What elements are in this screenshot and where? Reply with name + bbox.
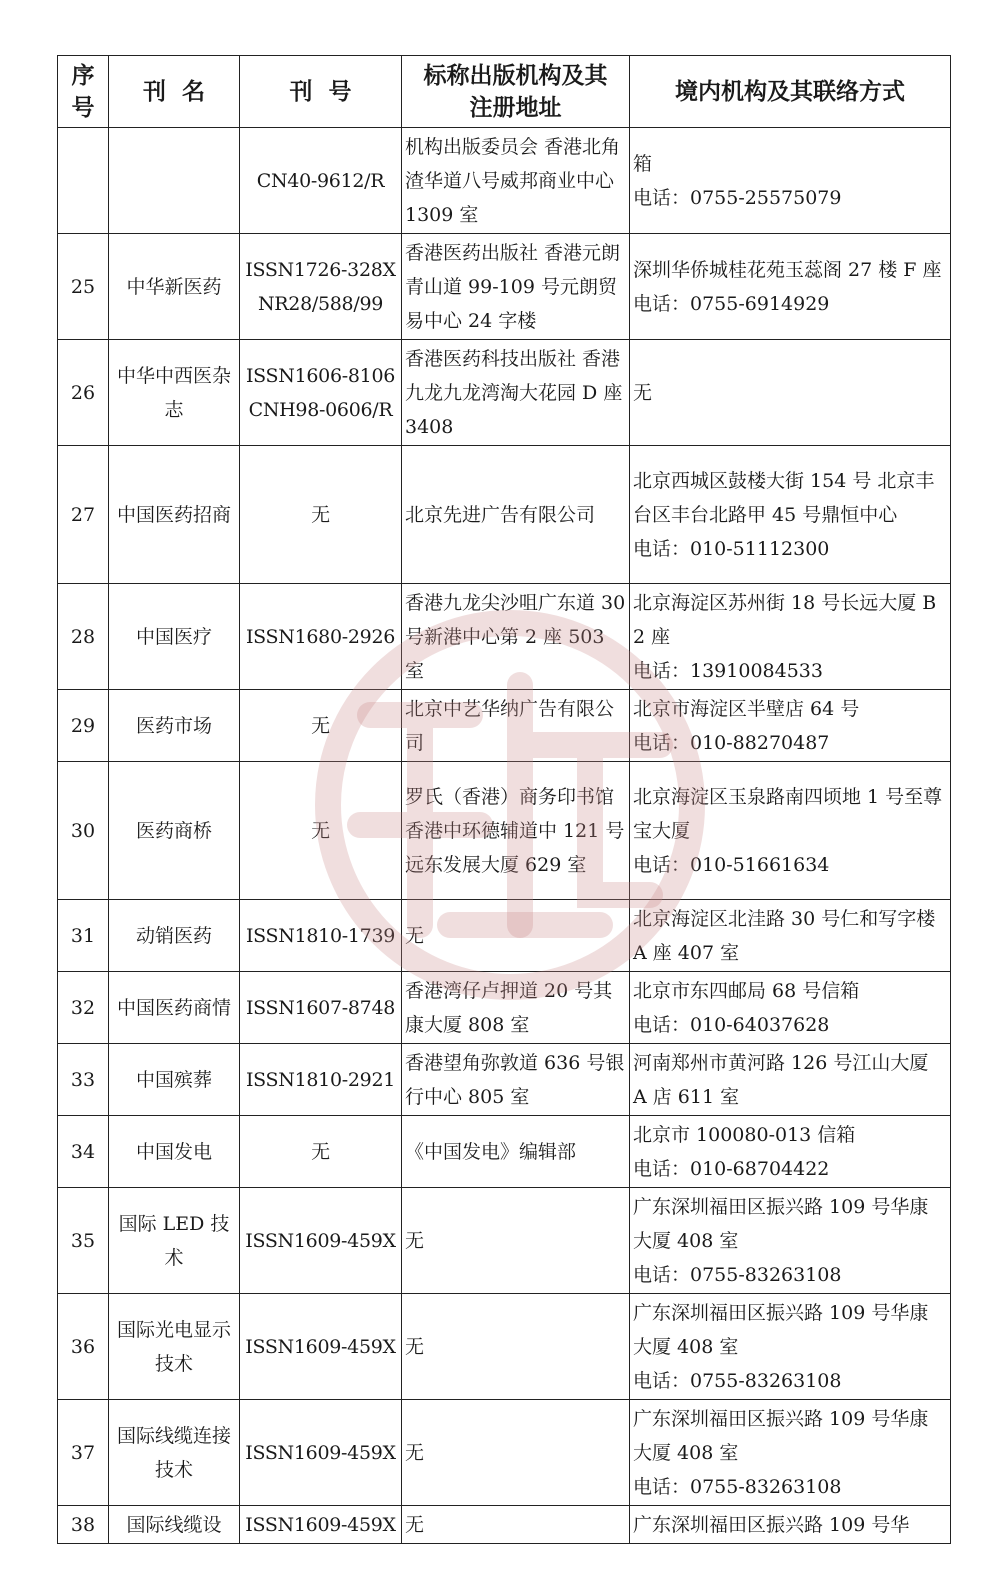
contact-line: 北京海淀区玉泉路南四顷地 1 号至尊宝大厦: [633, 785, 943, 842]
cell-contact: [630, 1400, 951, 1506]
issn-line: ISSN1810-1739: [245, 924, 396, 947]
cell-name: [109, 128, 240, 234]
cell-org: 北京中艺华纳广告有限公司: [402, 690, 630, 762]
cell-no: 29: [58, 690, 109, 762]
table-row: [58, 1116, 951, 1188]
cell-issn: [240, 1400, 402, 1506]
cell-org: 香港医药科技出版社 香港九龙九龙湾淘大花园 D 座 3408: [402, 340, 630, 446]
table-row: [58, 128, 951, 234]
cell-issn: [240, 1294, 402, 1400]
issn-line: NR28/588/99: [257, 292, 384, 315]
contact-line: 电话：010-68704422: [633, 1157, 830, 1180]
table-row: [58, 1188, 951, 1294]
cell-issn: [240, 972, 402, 1044]
issn-line: ISSN1810-2921: [245, 1068, 396, 1091]
issn-line: 无: [311, 1140, 330, 1163]
contact-line: 广东深圳福田区振兴路 109 号华康大厦 408 室: [633, 1195, 929, 1252]
contact-line: 电话：0755-25575079: [633, 186, 842, 209]
contact-line: 电话：010-88270487: [633, 731, 830, 754]
issn-line: ISSN1726-328X: [245, 258, 396, 281]
cell-no: 38: [58, 1506, 109, 1544]
contact-line: 北京海淀区苏州街 18 号长远大厦 B2 座: [633, 591, 937, 648]
cell-issn: [240, 690, 402, 762]
table-row: [58, 234, 951, 340]
cell-name: 动销医药: [109, 900, 240, 972]
issn-line: ISSN1609-459X: [245, 1335, 396, 1358]
cell-org: 机构出版委员会 香港北角渣华道八号威邦商业中心 1309 室: [402, 128, 630, 234]
issn-line: ISSN1609-459X: [245, 1229, 396, 1252]
contact-line: 广东深圳福田区振兴路 109 号华: [633, 1513, 910, 1536]
cell-contact: [630, 900, 951, 972]
cell-issn: [240, 1044, 402, 1116]
cell-org: 无: [402, 900, 630, 972]
cell-issn: [240, 128, 402, 234]
cell-org: 罗氏（香港）商务印书馆 香港中环德辅道中 121 号远东发展大厦 629 室: [402, 762, 630, 900]
cell-org: 无: [402, 1506, 630, 1544]
header-no: 序 号: [58, 56, 109, 128]
cell-contact: [630, 690, 951, 762]
cell-issn: [240, 1188, 402, 1294]
cell-name: 国际线缆连接技术: [109, 1400, 240, 1506]
issn-line: CN40-9612/R: [256, 169, 385, 192]
header-org: 标称出版机构及其 注册地址: [402, 56, 630, 128]
contact-line: 北京市 100080-013 信箱: [633, 1123, 856, 1146]
cell-name: 中国医药商情: [109, 972, 240, 1044]
table-row: [58, 1400, 951, 1506]
table-row: [58, 972, 951, 1044]
cell-issn: [240, 584, 402, 690]
cell-name: 中华中西医杂志: [109, 340, 240, 446]
cell-no: 34: [58, 1116, 109, 1188]
cell-contact: [630, 584, 951, 690]
cell-no: 37: [58, 1400, 109, 1506]
cell-no: 30: [58, 762, 109, 900]
cell-no: 31: [58, 900, 109, 972]
issn-line: CNH98-0606/R: [248, 398, 393, 421]
cell-no: 36: [58, 1294, 109, 1400]
cell-org: 北京先进广告有限公司: [402, 446, 630, 584]
cell-contact: [630, 234, 951, 340]
cell-contact: [630, 446, 951, 584]
header-name: 刊 名: [109, 56, 240, 128]
table-row: [58, 1294, 951, 1400]
cell-contact: [630, 1044, 951, 1116]
cell-org: 香港望角弥敦道 636 号银行中心 805 室: [402, 1044, 630, 1116]
table-row: [58, 1506, 951, 1544]
cell-contact: [630, 1188, 951, 1294]
cell-name: 中华新医药: [109, 234, 240, 340]
cell-name: 中国发电: [109, 1116, 240, 1188]
cell-org: 《中国发电》编辑部: [402, 1116, 630, 1188]
cell-no: 33: [58, 1044, 109, 1116]
cell-contact: [630, 972, 951, 1044]
issn-line: 无: [311, 819, 330, 842]
cell-org: 无: [402, 1400, 630, 1506]
cell-org: 无: [402, 1294, 630, 1400]
table-row: [58, 762, 951, 900]
cell-issn: [240, 1116, 402, 1188]
contact-line: 电话：010-51661634: [633, 853, 830, 876]
table-row: [58, 584, 951, 690]
issn-line: ISSN1607-8748: [245, 996, 396, 1019]
contact-line: 箱: [633, 152, 653, 175]
contact-line: 河南郑州市黄河路 126 号江山大厦 A 店 611 室: [633, 1051, 929, 1108]
contact-line: 北京市海淀区半壁店 64 号: [633, 697, 860, 720]
cell-name: 医药商桥: [109, 762, 240, 900]
cell-issn: [240, 340, 402, 446]
contact-line: 北京西城区鼓楼大街 154 号 北京丰台区丰台北路甲 45 号鼎恒中心: [633, 469, 935, 526]
cell-no: [58, 128, 109, 234]
contact-line: 电话：0755-6914929: [633, 292, 830, 315]
cell-name: 医药市场: [109, 690, 240, 762]
contact-line: 电话：13910084533: [633, 659, 823, 682]
contact-line: 北京市东四邮局 68 号信箱: [633, 979, 860, 1002]
header-issn: 刊 号: [240, 56, 402, 128]
cell-contact: [630, 1506, 951, 1544]
cell-contact: [630, 762, 951, 900]
contact-line: 北京海淀区北洼路 30 号仁和写字楼 A 座 407 室: [633, 907, 936, 964]
cell-contact: [630, 1294, 951, 1400]
table-row: [58, 1044, 951, 1116]
contact-line: 电话：0755-83263108: [633, 1475, 842, 1498]
contact-line: 电话：0755-83263108: [633, 1263, 842, 1286]
cell-contact: [630, 340, 951, 446]
issn-line: ISSN1609-459X: [245, 1441, 396, 1464]
cell-contact: [630, 128, 951, 234]
cell-issn: [240, 446, 402, 584]
contact-line: 电话：0755-83263108: [633, 1369, 842, 1392]
cell-name: 国际线缆设: [109, 1506, 240, 1544]
cell-org: 香港医药出版社 香港元朗青山道 99-109 号元朗贸易中心 24 字楼: [402, 234, 630, 340]
cell-name: 中国殡葬: [109, 1044, 240, 1116]
contact-line: 电话：010-51112300: [633, 537, 830, 560]
cell-org: 香港九龙尖沙咀广东道 30 号新港中心第 2 座 503 室: [402, 584, 630, 690]
table-row: [58, 900, 951, 972]
contact-line: 广东深圳福田区振兴路 109 号华康大厦 408 室: [633, 1407, 929, 1464]
cell-contact: [630, 1116, 951, 1188]
cell-issn: [240, 234, 402, 340]
cell-name: 中国医药招商: [109, 446, 240, 584]
cell-no: 35: [58, 1188, 109, 1294]
cell-no: 32: [58, 972, 109, 1044]
cell-name: 中国医疗: [109, 584, 240, 690]
cell-name: 国际光电显示技术: [109, 1294, 240, 1400]
contact-line: 广东深圳福田区振兴路 109 号华康大厦 408 室: [633, 1301, 929, 1358]
cell-org: 无: [402, 1188, 630, 1294]
cell-issn: [240, 1506, 402, 1544]
issn-line: ISSN1606-8106: [245, 364, 396, 387]
issn-line: 无: [311, 714, 330, 737]
table-row: [58, 446, 951, 584]
contact-line: 无: [633, 381, 653, 404]
contact-line: 深圳华侨城桂花苑玉蕊阁 27 楼 F 座: [633, 258, 942, 281]
cell-name: 国际 LED 技术: [109, 1188, 240, 1294]
table-row: [58, 690, 951, 762]
table-row: [58, 340, 951, 446]
contact-line: 电话：010-64037628: [633, 1013, 830, 1036]
journal-table: [57, 55, 951, 1544]
cell-no: 25: [58, 234, 109, 340]
issn-line: ISSN1609-459X: [245, 1513, 396, 1536]
table-header-row: [58, 56, 951, 128]
cell-no: 27: [58, 446, 109, 584]
header-contact: 境内机构及其联络方式: [630, 56, 951, 128]
cell-org: 香港湾仔卢押道 20 号其康大厦 808 室: [402, 972, 630, 1044]
issn-line: ISSN1680-2926: [245, 625, 396, 648]
cell-no: 26: [58, 340, 109, 446]
cell-issn: [240, 762, 402, 900]
cell-no: 28: [58, 584, 109, 690]
cell-issn: [240, 900, 402, 972]
issn-line: 无: [311, 503, 330, 526]
